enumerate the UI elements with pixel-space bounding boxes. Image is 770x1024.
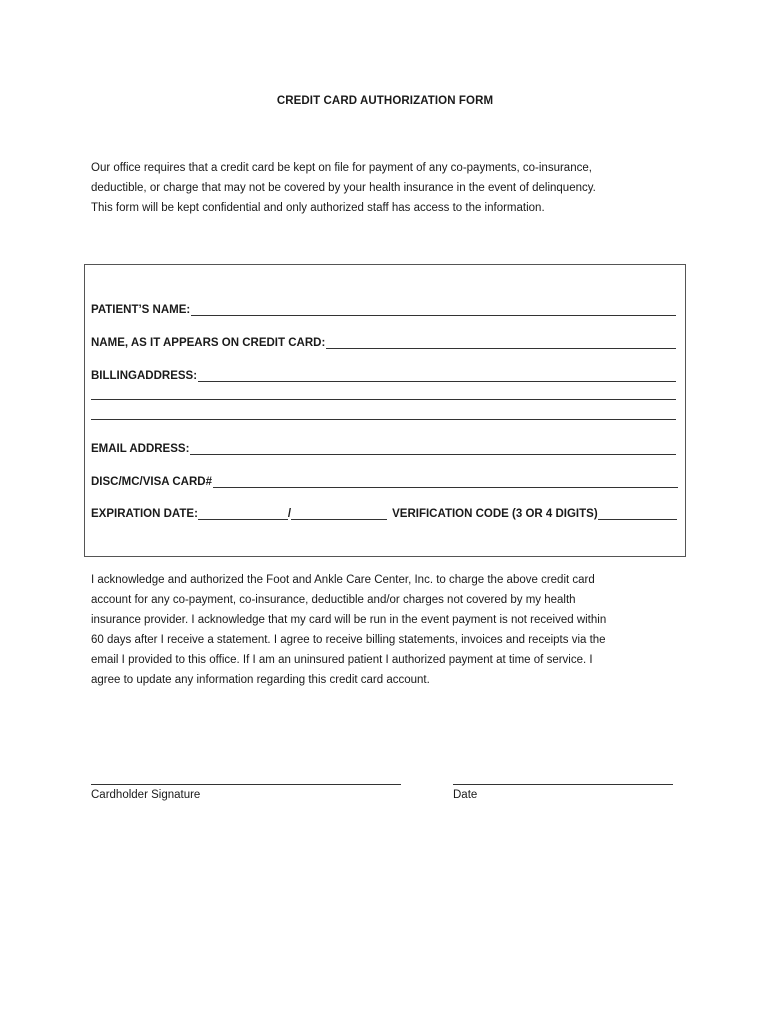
card-number-field[interactable] <box>91 470 678 488</box>
intro-line: Our office requires that a credit card be kept on file for payment of any co-payments, co-insurance, <box>91 162 592 174</box>
email-blank[interactable] <box>190 442 676 455</box>
billing-address-label: BILLINGADDRESS: <box>91 370 198 382</box>
intro-line: This form will be kept confidential and only authorized staff has access to the information. <box>91 202 545 214</box>
billing-address-line-2[interactable] <box>91 399 676 400</box>
ack-line: agree to update any information regarding this credit card account. <box>91 674 430 686</box>
email-field[interactable] <box>91 437 676 455</box>
expiration-year-blank[interactable] <box>291 507 387 520</box>
expiration-separator: / <box>287 508 292 520</box>
card-number-blank[interactable] <box>213 475 678 488</box>
patient-name-label: PATIENT’S NAME: <box>91 304 191 316</box>
card-number-label: DISC/MC/VISA CARD# <box>91 476 212 488</box>
billing-address-field[interactable] <box>91 364 676 382</box>
name-on-card-field[interactable] <box>91 331 676 349</box>
email-label: EMAIL ADDRESS: <box>91 443 190 455</box>
date-line[interactable] <box>453 784 673 785</box>
acknowledgement-paragraph <box>91 570 701 690</box>
intro-line: deductible, or charge that may not be covered by your health insurance in the event of delinquency. <box>91 182 596 194</box>
verification-label: VERIFICATION CODE (3 OR 4 DIGITS) <box>392 508 598 520</box>
ack-line: account for any co-payment, co-insurance, deductible and/or charges not covered by my health <box>91 594 576 606</box>
billing-address-line-3[interactable] <box>91 419 676 420</box>
ack-line: email I provided to this office. If I am an uninsured patient I authorized payment at time of service. I <box>91 654 593 666</box>
signature-label: Cardholder Signature <box>91 789 201 801</box>
ack-line: insurance provider. I acknowledge that my card will be run in the event payment is not received within <box>91 614 607 626</box>
signature-line[interactable] <box>91 784 401 785</box>
patient-name-field[interactable] <box>91 298 676 316</box>
expiration-row <box>91 502 677 520</box>
patient-name-blank[interactable] <box>191 303 676 316</box>
date-label: Date <box>453 789 478 801</box>
intro-paragraph <box>91 158 691 218</box>
verification-blank[interactable] <box>598 507 677 520</box>
name-on-card-blank[interactable] <box>326 336 676 349</box>
form-title: CREDIT CARD AUTHORIZATION FORM <box>276 95 494 107</box>
ack-line: I acknowledge and authorized the Foot and Ankle Care Center, Inc. to charge the above credit card <box>91 574 595 586</box>
ack-line: 60 days after I receive a statement. I agree to receive billing statements, invoices and receipts via the <box>91 634 606 646</box>
billing-address-blank[interactable] <box>198 369 676 382</box>
expiration-label: EXPIRATION DATE: <box>91 508 198 520</box>
expiration-month-blank[interactable] <box>198 507 288 520</box>
name-on-card-label: NAME, AS IT APPEARS ON CREDIT CARD: <box>91 337 326 349</box>
